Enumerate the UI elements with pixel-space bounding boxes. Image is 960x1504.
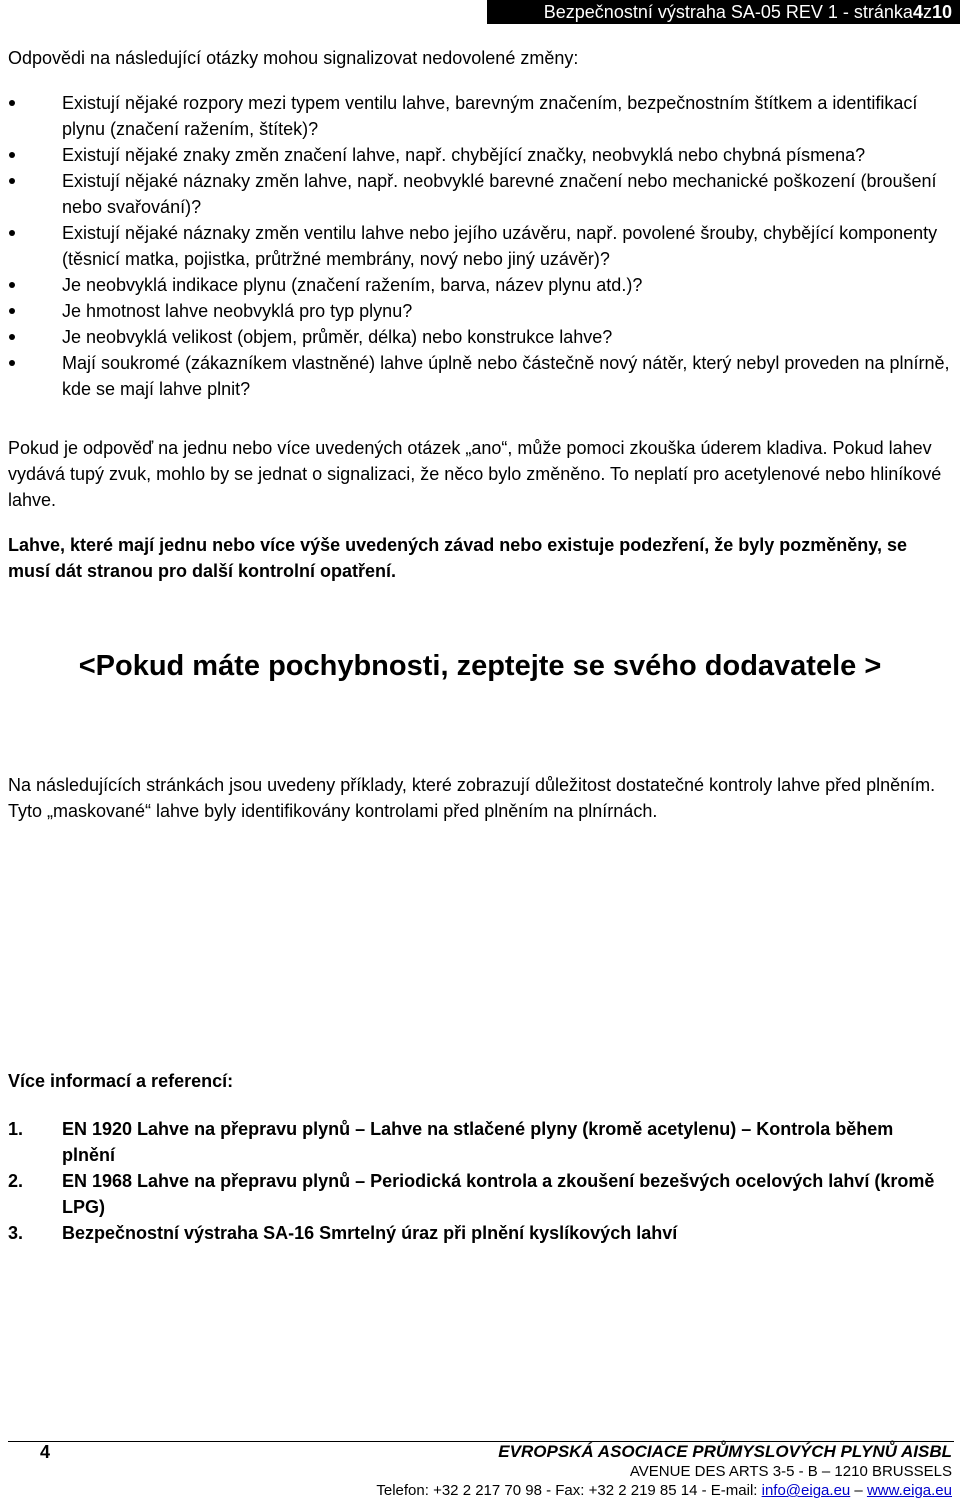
email-link[interactable]: info@eiga.eu [761,1482,851,1499]
warning-paragraph: Lahve, které mají jednu nebo více výše uvedených závad nebo existuje podezření, že byly pozměněny, se musí dát stranou pro další kontrolní opatření. [8,535,907,581]
bullet-icon [9,360,15,366]
footer-page-number: 4 [40,1442,51,1462]
list-item: Je hmotnost lahve neobvyklá pro typ plynu? [0,298,950,324]
list-item: Existují nějaké náznaky změn lahve, např. neobvyklé barevné značení nebo mechanické poškození (broušení nebo svařování)? [0,168,950,220]
header-page-separator: z [922,1,932,22]
bullet-icon [9,334,15,340]
list-item: 3. Bezpečnostní výstraha SA-16 Smrtelný úraz při plnění kyslíkových lahví [8,1223,678,1243]
list-item: Je neobvyklá indikace plynu (značení ražením, barva, název plynu atd.)? [0,272,950,298]
footer-contact-text: Telefon: +32 2 217 70 98 - Fax: +32 2 219 85 14 - E-mail: [376,1482,762,1499]
list-item: Existují nějaké znaky změn značení lahve, např. chybějící značky, neobvyklá nebo chybná písmena? [0,142,950,168]
list-item: Mají soukromé (zákazníkem vlastněné) lahve úplně nebo částečně nový nátěr, který nebyl proveden na plnírně, kde se mají lahve plnit? [0,350,950,402]
header-page-total: 10 [931,1,952,22]
header-page-current: 4 [912,1,923,22]
bullet-icon [9,230,15,236]
list-item: 2. EN 1968 Lahve na přepravu plynů – Periodická kontrola a zkoušení bezešvých ocelových lahví (kromě LPG) [8,1171,935,1217]
list-item: 1. EN 1920 Lahve na přepravu plynů – Lahve na stlačené plyny (kromě acetylenu) – Kontrola během plnění [8,1119,894,1165]
list-item: Existují nějaké rozpory mezi typem ventilu lahve, barevným značením, bezpečnostním štítkem a identifikací plynu (značení ražením, štítek)? [0,90,950,142]
bullet-icon [9,100,15,106]
website-link[interactable]: www.eiga.eu [866,1482,952,1499]
footer-dash: – [850,1482,867,1499]
header-title: Bezpečnostní výstraha SA-05 REV 1 - stránka [543,1,913,22]
footer-address: AVENUE DES ARTS 3-5 - B – 1210 BRUSSELS [629,1463,952,1480]
document-header [487,0,960,24]
supplier-callout: <Pokud máte pochybnosti, zeptejte se svého dodavatele > [78,650,882,682]
intro-text: Odpovědi na následující otázky mohou signalizovat nedovolené změny: [8,48,579,68]
bullet-icon [9,178,15,184]
bullet-icon [9,308,15,314]
list-item: Existují nějaké náznaky změn ventilu lahve nebo jejího uzávěru, např. povolené šrouby, chybějící komponenty (těsnicí matka, pojistka, průtržné membrány, nový nebo jiný uzávěr)? [0,220,950,272]
question-list [0,90,950,402]
hammer-test-paragraph: Pokud je odpověď na jednu nebo více uvedených otázek „ano“, může pomoci zkouška úderem kladiva. Pokud lahev vydává tupý zvuk, mohlo by se jednat o signalizaci, že něco bylo změněno. To neplatí pro acetylenové nebo hliníkové lahve. [8,438,942,510]
footer-contact [376,1482,952,1499]
list-item: Je neobvyklá velikost (objem, průměr, délka) nebo konstrukce lahve? [0,324,950,350]
references-title: Více informací a referencí: [8,1071,234,1091]
examples-note: Na následujících stránkách jsou uvedeny příklady, které zobrazují důležitost dostatečné kontroly lahve před plněním. Tyto „maskované“ lahve byly identifikovány kontrolami před plněním na plnírnách. [8,775,936,821]
footer-organization: EVROPSKÁ ASOCIACE PRŮMYSLOVÝCH PLYNŮ AISBL [498,1442,952,1461]
bullet-icon [9,282,15,288]
bullet-icon [9,152,15,158]
references-list [0,1116,950,1246]
